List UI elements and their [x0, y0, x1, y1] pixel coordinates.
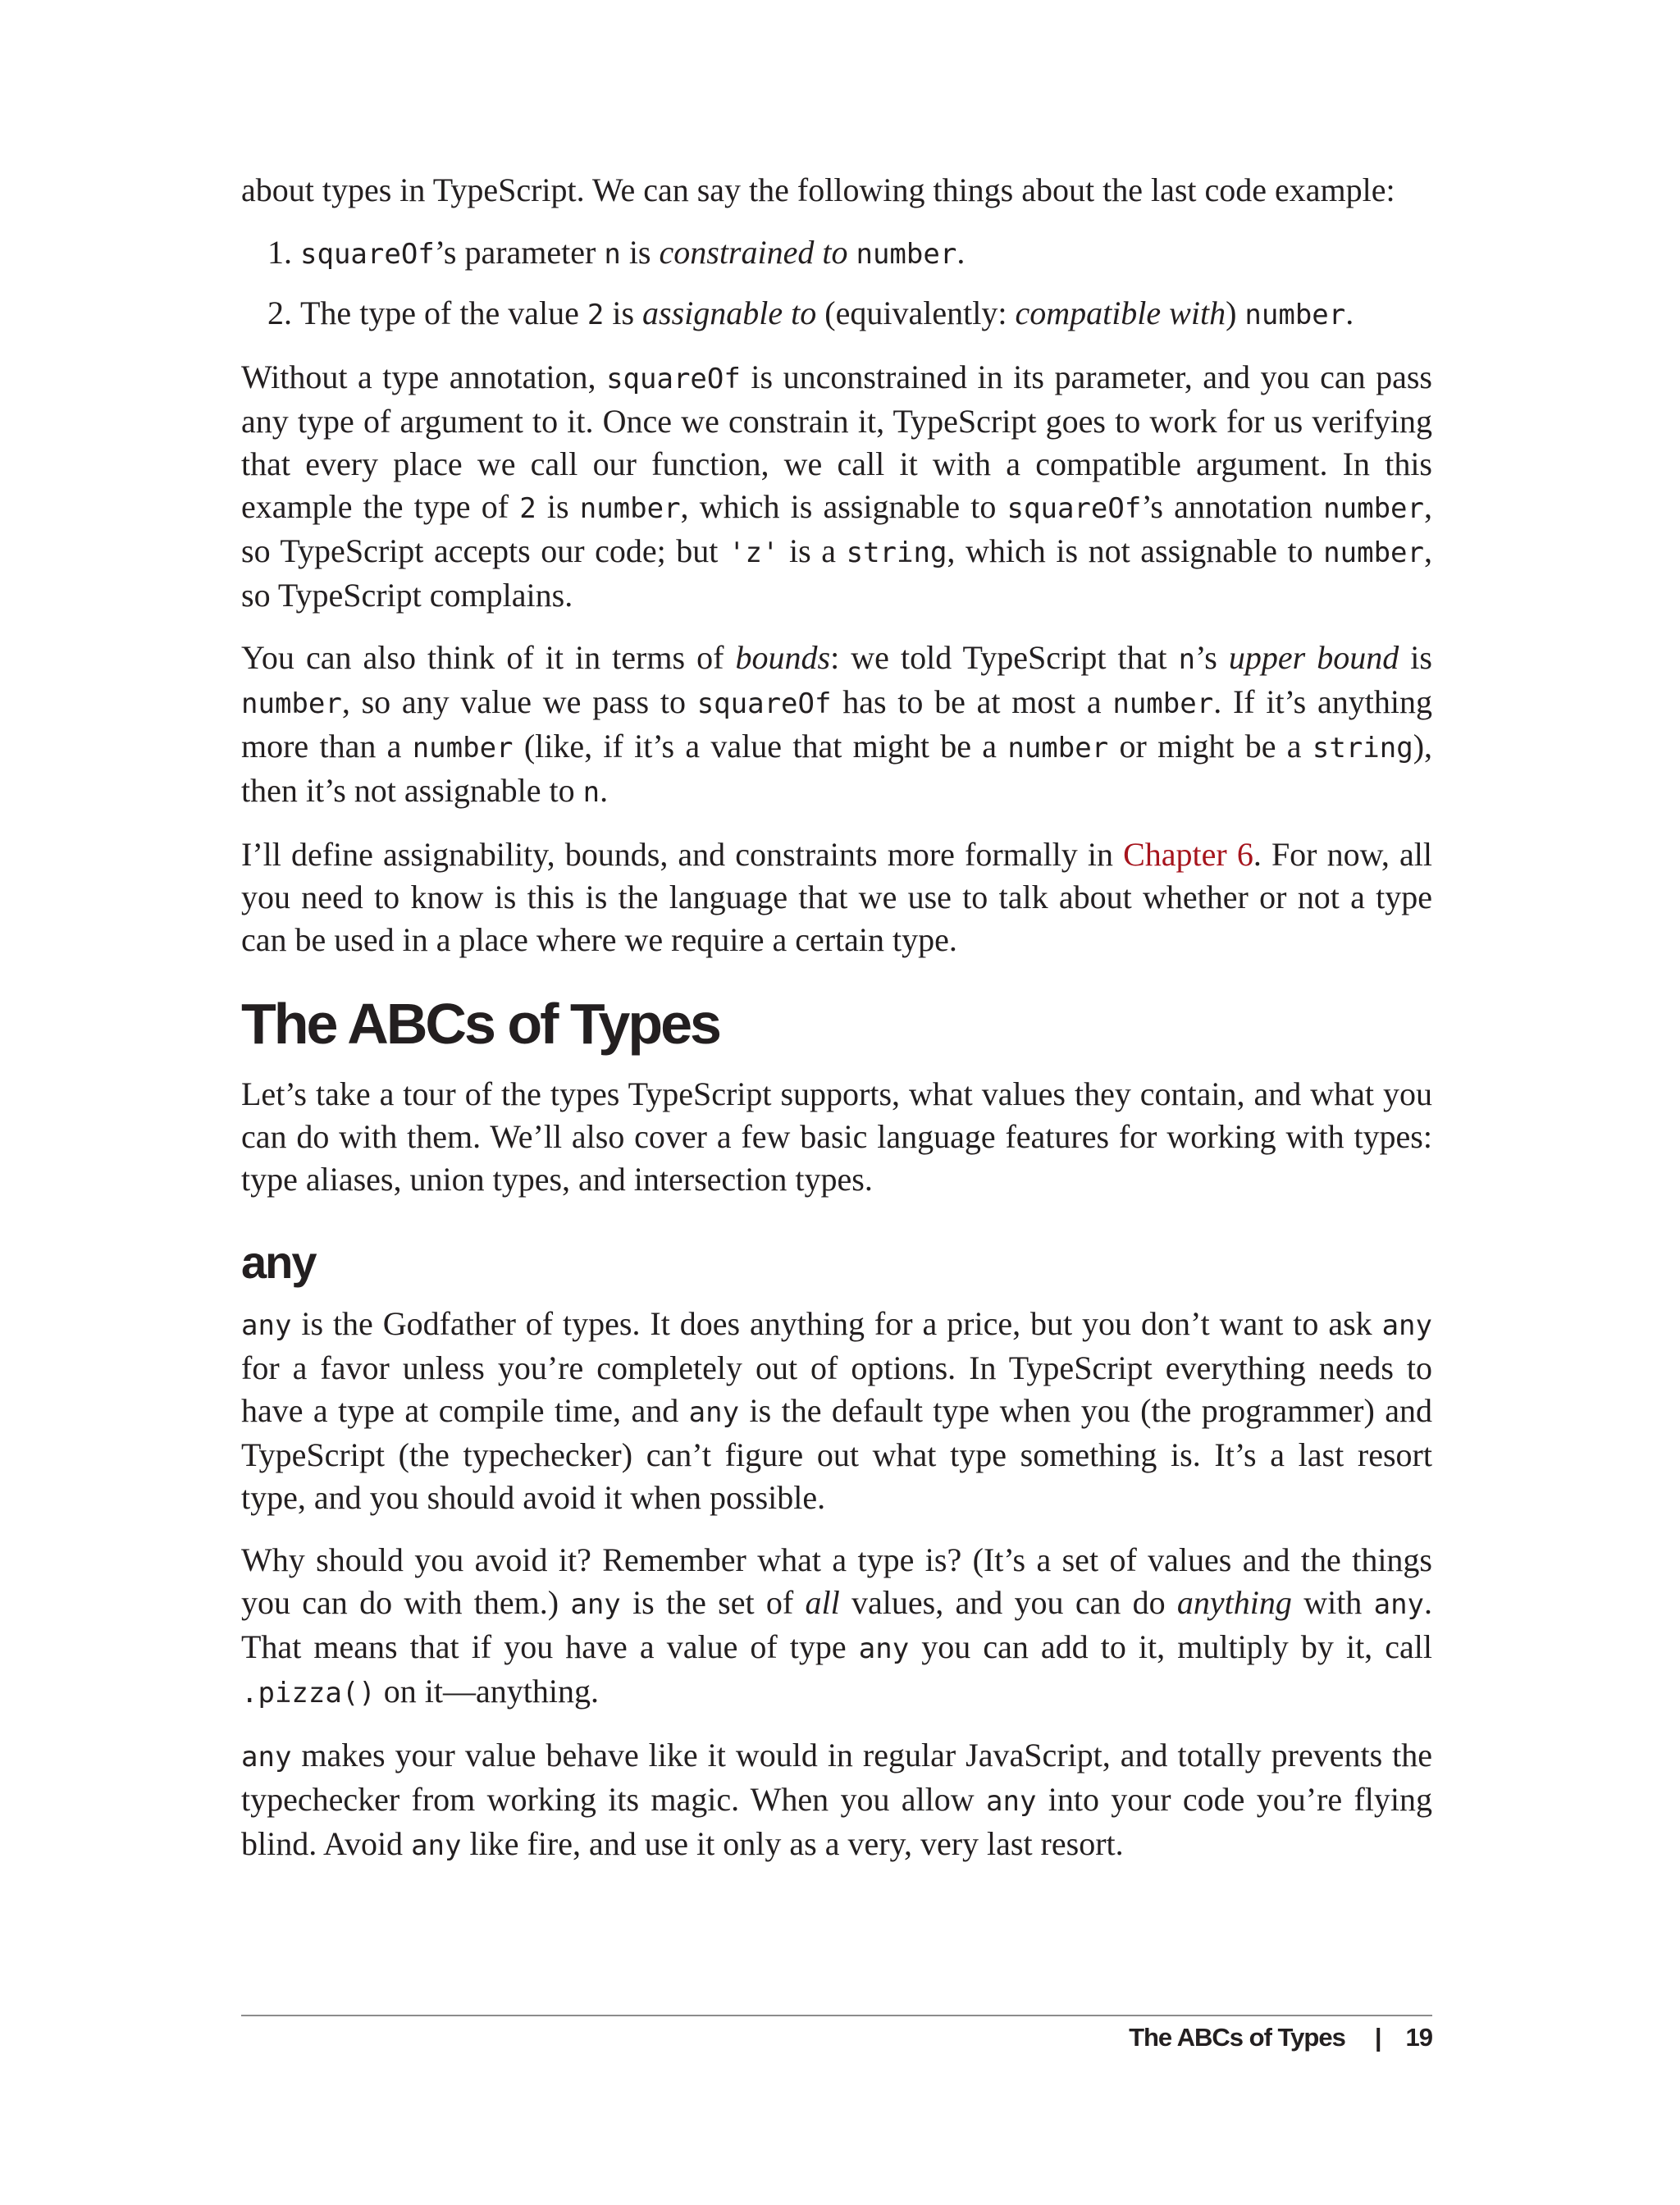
chapter-6-link[interactable]: Chapter 6	[1123, 836, 1253, 873]
paragraph-any-javascript: any makes your value behave like it would in regular JavaScript, and totally prevents the typechecker from working its magic. When you allow any into your code you’re flying blind. Avoid any like fire, and use it only as a very, very last resort.	[241, 1737, 1432, 1862]
paragraph-avoid-any: Why should you avoid it? Remember what a type is? (It’s a set of values and the things you can do with them.) any is the set of all values, and you can do anything with any. That means that if you have a value of type any you can add to it, multiply by it, call .pizza() on it—anything.	[241, 1541, 1433, 1710]
paragraph-assignability: I’ll define assignability, bounds, and constraints more formally in Chapter 6. For now, all you need to know is this is the language that we use to talk about whether or not a type can be used in a place where we require a certain type.	[241, 836, 1432, 958]
page-footer	[1129, 2023, 1432, 2052]
list-item: 2. The type of the value 2 is assignable to (equivalently: compatible with) number.	[300, 292, 1432, 336]
subsection-heading-any: any	[241, 1236, 316, 1288]
footer-separator: |	[1374, 2023, 1381, 2052]
numbered-list	[241, 231, 1432, 336]
page-body	[241, 169, 1432, 1887]
page-number: 19	[1405, 2023, 1432, 2052]
paragraph-any-godfather: any is the Godfather of types. It does anything for a price, but you don’t want to ask any for a favor unless you’re completely out of options. In TypeScript everything needs to have a type at compile time, and any is the default type when you (the programmer) and TypeScript (the typechecker) can’t figure out what type something is. It’s a last resort type, and you should avoid it when possible.	[241, 1305, 1432, 1516]
list-item: 1. squareOf’s parameter n is constrained to number.	[300, 231, 1432, 276]
footer-divider	[241, 2015, 1432, 2016]
section-heading: The ABCs of Types	[241, 992, 719, 1056]
paragraph-intro: about types in TypeScript. We can say the following things about the last code example:	[241, 171, 1395, 208]
paragraph-constraint: Without a type annotation, squareOf is unconstrained in its parameter, and you can pass any type of argument to it. Once we constrain it, TypeScript goes to work for us verifying that every place we call our function, we call it with a compatible argument. In this example the type of 2 is number, which is assignable to squareOf’s annotation number, so TypeScript accepts our code; but 'z' is a string, which is not assignable to number, so TypeScript complains.	[241, 358, 1432, 614]
paragraph-tour: Let’s take a tour of the types TypeScript supports, what values they contain, and what you can do with them. We’ll also cover a few basic language features for working with types: type aliases, union types, and intersection types.	[241, 1075, 1432, 1198]
paragraph-bounds: You can also think of it in terms of bounds: we told TypeScript that n’s upper bound is number, so any value we pass to squareOf has to be at most a number. If it’s anything more than a number (like, if it’s a value that might be a number or might be a string), then it’s not assignable to n.	[241, 639, 1433, 809]
running-footer-title: The ABCs of Types	[1129, 2023, 1345, 2052]
